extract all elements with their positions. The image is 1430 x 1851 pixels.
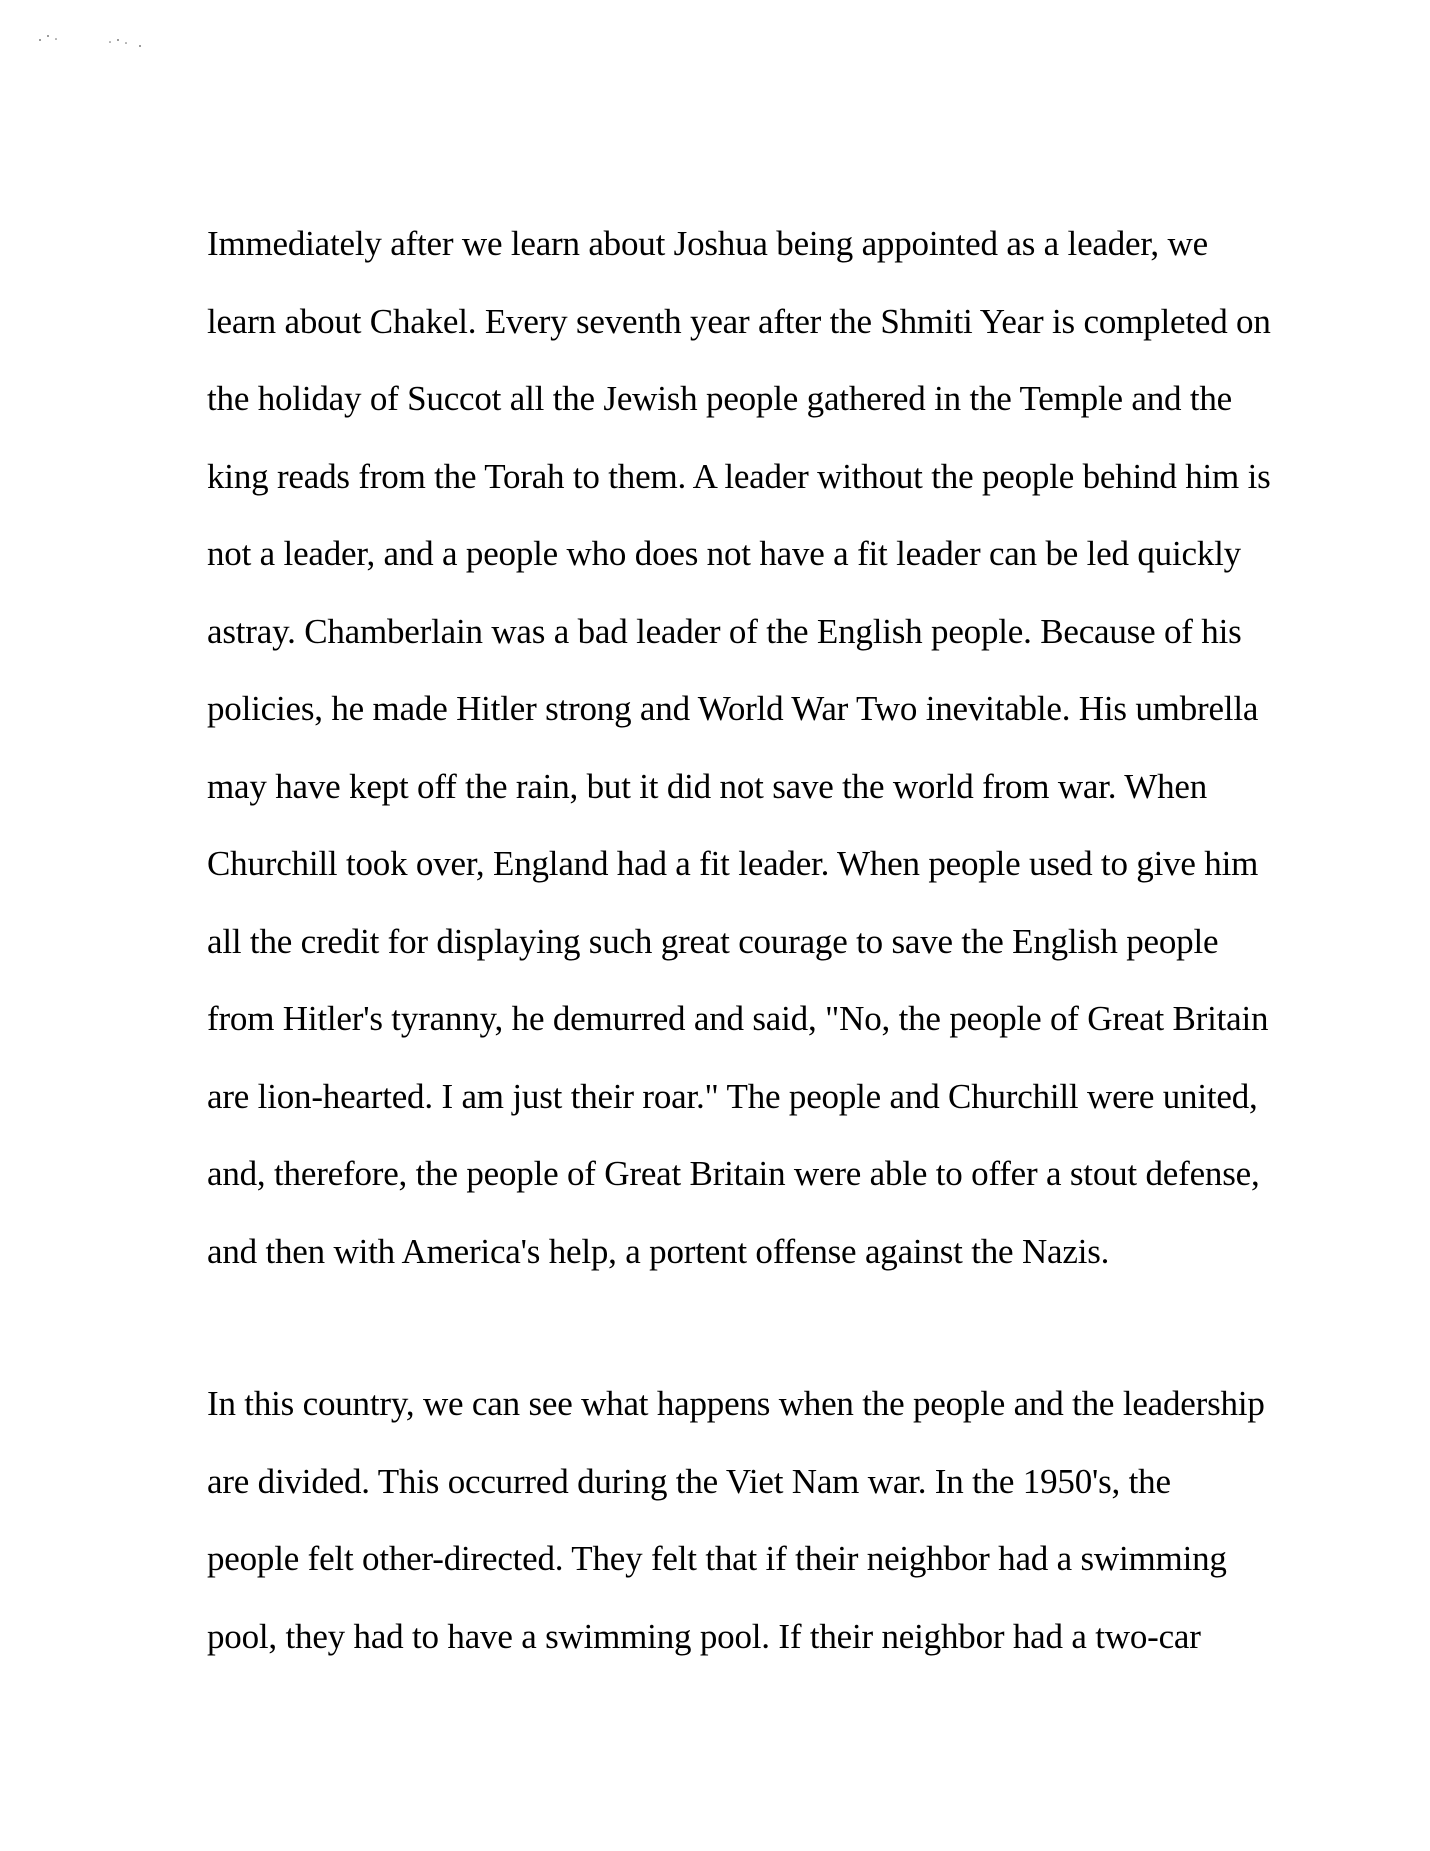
- text-line: pool, they had to have a swimming pool. If their neighbor had a two-car: [207, 1616, 1201, 1656]
- text-line: Immediately after we learn about Joshua being appointed as a leader, we: [207, 224, 1208, 263]
- text-line: learn about Chakel. Every seventh year after the Shmiti Year is completed on: [207, 301, 1271, 341]
- text-line: and, therefore, the people of Great Britain were able to offer a stout defense,: [207, 1154, 1260, 1193]
- scan-artifact-marks: [36, 30, 156, 50]
- text-line: king reads from the Torah to them. A leader without the people behind him is: [207, 456, 1271, 496]
- text-line: from Hitler's tyranny, he demurred and said, "No, the people of Great Britain: [207, 999, 1269, 1038]
- text-line: Churchill took over, England had a fit leader. When people used to give him: [207, 844, 1259, 883]
- paragraph-2: [207, 1365, 1265, 1675]
- text-line: all the credit for displaying such great courage to save the English people: [207, 921, 1219, 961]
- text-line: the holiday of Succot all the Jewish people gathered in the Temple and the: [207, 379, 1232, 418]
- text-line: policies, he made Hitler strong and World War Two inevitable. His umbrella: [207, 689, 1259, 728]
- text-line: may have kept off the rain, but it did not save the world from war. When: [207, 766, 1208, 806]
- text-line: are lion-hearted. I am just their roar." The people and Churchill were united,: [207, 1076, 1258, 1116]
- text-line: and then with America's help, a portent offense against the Nazis.: [207, 1231, 1110, 1271]
- text-line: are divided. This occurred during the Viet Nam war. In the 1950's, the: [207, 1461, 1171, 1501]
- paragraph-1: [207, 205, 1271, 1290]
- text-line: astray. Chamberlain was a bad leader of the English people. Because of his: [207, 611, 1242, 651]
- text-line: people felt other-directed. They felt that if their neighbor had a swimming: [207, 1539, 1227, 1578]
- text-line: In this country, we can see what happens when the people and the leadership: [207, 1384, 1265, 1423]
- text-line: not a leader, and a people who does not have a fit leader can be led quickly: [207, 534, 1241, 573]
